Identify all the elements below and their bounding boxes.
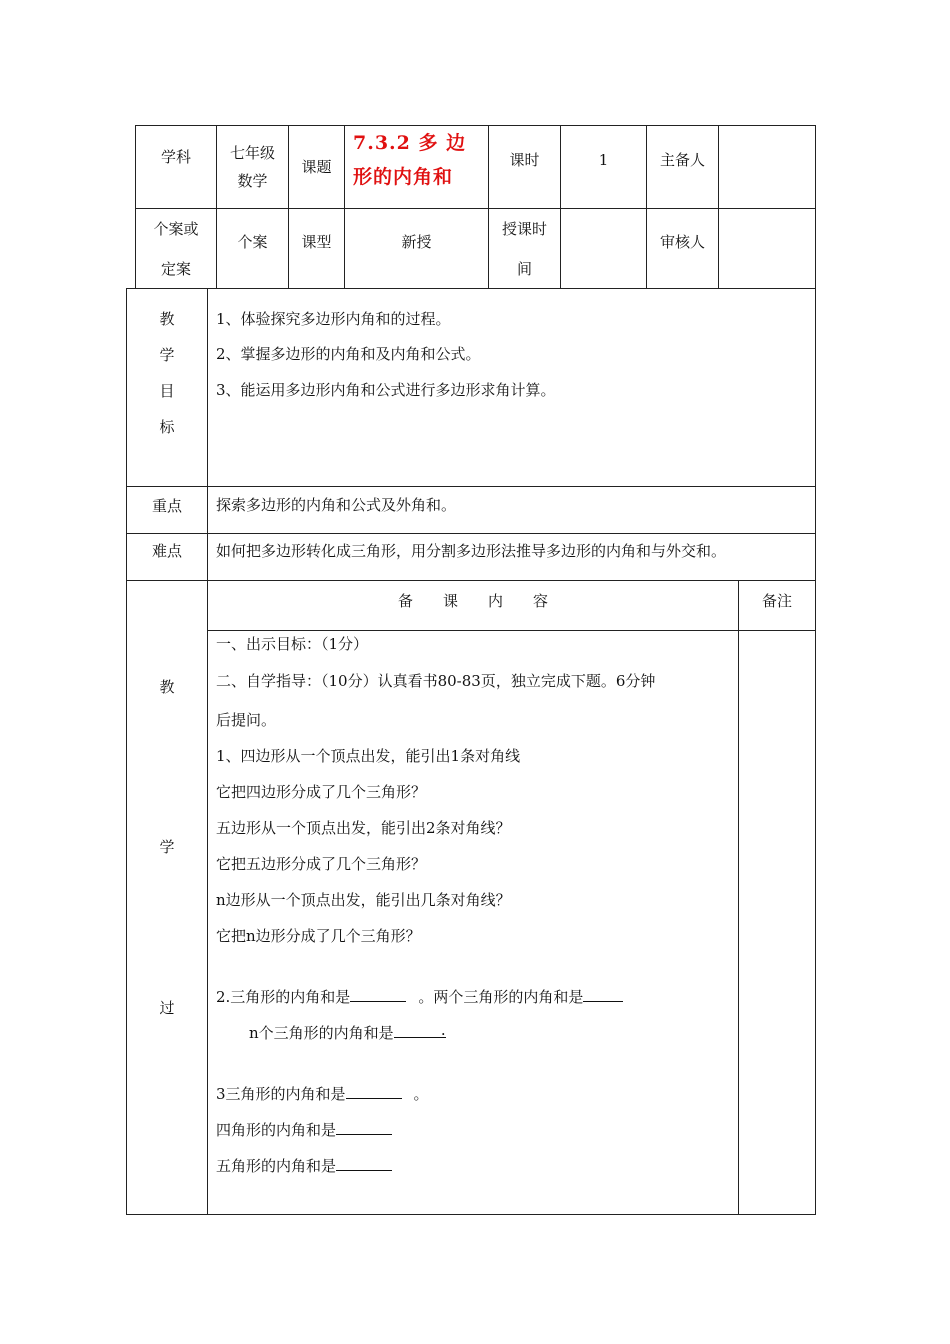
case-label-line-2: 定案 (160, 259, 191, 278)
remarks-divider (738, 580, 739, 1215)
objectives-label-char: 教 (159, 310, 175, 328)
topic-title (353, 126, 488, 208)
objectives-label (152, 306, 182, 450)
question-5-text: 五角形的内角和是 (216, 1157, 337, 1175)
process-label-char: 学 (159, 838, 175, 856)
process-header-bottom-border (207, 630, 815, 631)
question-2-text-a: 2.三角形的内角和是 (216, 988, 351, 1006)
question-3-text: 3三角形的内角和是 (216, 1085, 346, 1103)
body-top-border (126, 288, 815, 289)
teach-time-line-2: 间 (516, 259, 532, 278)
topic-title-line-1: 7.3.2 多 边 (353, 132, 467, 154)
question-3-period: 。 (413, 1085, 429, 1103)
objectives-label-char: 学 (159, 346, 175, 364)
body-right-border (815, 288, 816, 1215)
topic-label: 课题 (301, 158, 332, 176)
case-value: 个案 (237, 233, 268, 251)
question-2n-text: n个三角形的内角和是 (249, 1024, 394, 1042)
header-col-7 (718, 125, 719, 288)
process-line: 五边形从一个顶点出发，能引出2条对角线？ (216, 819, 511, 837)
body-label-divider (207, 288, 208, 1215)
process-line: 一、出示目标：（1分） (216, 635, 369, 653)
case-label-line-1: 个案或 (153, 219, 199, 238)
fill-in-question-5 (216, 1155, 392, 1176)
period-value: 1 (598, 151, 609, 169)
difficulty-label: 难点 (151, 542, 182, 560)
preparer-label: 主备人 (659, 151, 705, 169)
process-content-header: 备 课 内 容 (397, 592, 548, 610)
keypoint-text: 探索多边形的内角和公式及外角和。 (216, 496, 457, 514)
process-label-char: 教 (159, 678, 175, 696)
subject-label: 学科 (160, 148, 191, 166)
teach-time-label (489, 209, 560, 288)
body-bottom-border (126, 1214, 815, 1215)
objectives-bottom-border (126, 486, 815, 487)
answer-blank[interactable] (350, 987, 406, 1002)
answer-blank[interactable] (336, 1120, 392, 1135)
objectives-label-char: 目 (159, 382, 175, 400)
process-remarks-header: 备注 (761, 592, 792, 610)
difficulty-text: 如何把多边形转化成三角形，用分割多边形法推导多边形的内角和与外交和。 (216, 542, 727, 560)
answer-blank[interactable] (394, 1023, 446, 1038)
difficulty-bottom-border (126, 580, 815, 581)
header-right-border (815, 125, 816, 288)
keypoint-label: 重点 (151, 497, 182, 515)
process-line: 二、自学指导：（10分）认真看书80-83页，独立完成下题。6分钟 (216, 672, 656, 690)
answer-blank[interactable] (583, 987, 623, 1002)
answer-blank[interactable] (336, 1156, 392, 1171)
answer-blank[interactable] (346, 1084, 402, 1099)
process-line: 它把n边形分成了几个三角形？ (216, 927, 421, 945)
reviewer-label: 审核人 (659, 233, 705, 251)
question-2n-period: . (440, 1021, 446, 1039)
fill-in-question-2 (216, 986, 623, 1007)
keypoint-bottom-border (126, 533, 815, 534)
body-left-border (126, 288, 127, 1215)
question-2-text-b: 。两个三角形的内角和是 (418, 988, 584, 1006)
teach-time-line-1: 授课时 (501, 219, 547, 238)
fill-in-question-3 (216, 1083, 429, 1104)
process-line: 它把五边形分成了几个三角形？ (216, 855, 427, 873)
objectives-label-char: 标 (159, 418, 175, 436)
fill-in-question-4 (216, 1119, 392, 1140)
topic-title-line-2: 形的内角和 (353, 166, 454, 188)
process-line: n边形从一个顶点出发，能引出几条对角线？ (216, 891, 511, 909)
type-label: 课型 (301, 233, 332, 251)
objective-item: 3、能运用多边形内角和公式进行多边形求角计算。 (216, 381, 556, 399)
grade-cell (217, 126, 288, 208)
process-line: 它把四边形分成了几个三角形？ (216, 783, 427, 801)
objective-item: 2、掌握多边形的内角和及内角和公式。 (216, 345, 481, 363)
objective-item: 1、体验探究多边形内角和的过程。 (216, 310, 451, 328)
fill-in-question-2n (249, 1022, 446, 1043)
question-4-text: 四角形的内角和是 (216, 1121, 337, 1139)
process-label-char: 过 (159, 999, 175, 1017)
grade-line-2: 数学 (237, 172, 268, 190)
grade-line-1: 七年级 (229, 144, 275, 162)
process-line: 后提问。 (216, 711, 277, 729)
case-label (136, 209, 216, 288)
process-line: 1、四边形从一个顶点出发，能引出1条对角线 (216, 747, 521, 765)
period-label: 课时 (509, 151, 540, 169)
type-value: 新授 (401, 233, 432, 251)
